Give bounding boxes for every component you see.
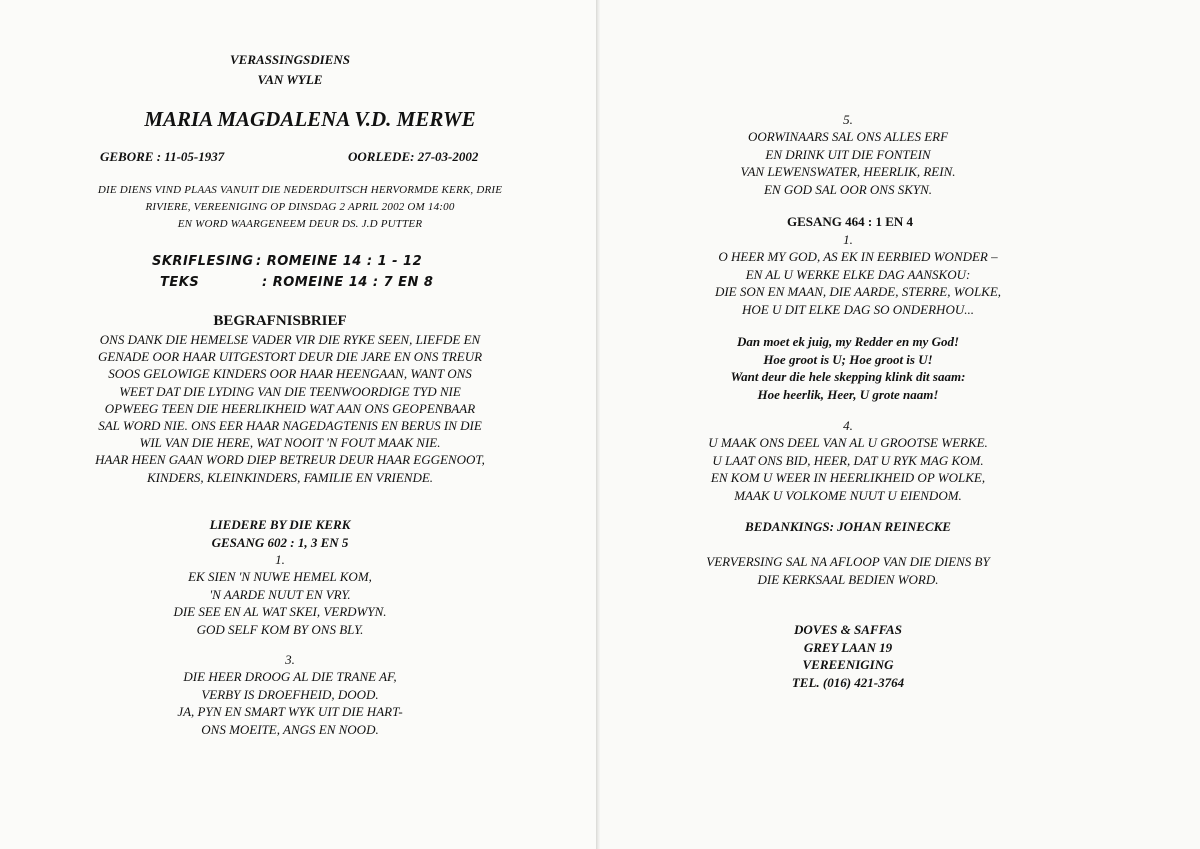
burial-letter-line: ONS DANK DIE HEMELSE VADER VIR DIE RYKE SEEN, LIEFDE EN	[99, 332, 481, 347]
undertaker-line: TEL. (016) 421-3764	[791, 674, 905, 690]
text-value: : ROMEINE 14 : 7 EN 8	[262, 275, 434, 290]
birth-date: GEBORE : 11-05-1937	[100, 149, 225, 164]
burial-letter-title: BEGRAFNISBRIEF	[213, 313, 347, 329]
service-info-line: EN WORD WAARGENEEM DEUR DS. J.D PUTTER	[177, 218, 423, 230]
verse-line: JA, PYN EN SMART WYK UIT DIE HART-	[177, 704, 403, 719]
burial-letter-line: WIL VAN DIE HERE, WAT NOOIT 'N FOUT MAAK NIE.	[139, 435, 441, 451]
verse-line: OORWINAARS SAL ONS ALLES ERF	[747, 129, 949, 144]
deceased-name: MARIA MAGDALENA V.D. MERWE	[144, 107, 476, 131]
hymn-602-verse-5-number: 5.	[843, 112, 853, 127]
undertaker-line: VEREENIGING	[802, 657, 894, 672]
hymn-464-chorus	[668, 333, 1028, 403]
refreshments-line: VERVERSING SAL NA AFLOOP VAN DIE DIENS BY	[706, 554, 990, 569]
verse-line: MAAK U VOLKOME NUUT U EIENDOM.	[734, 487, 962, 503]
hymn-464-title: GESANG 464 : 1 EN 4	[786, 214, 914, 229]
service-info-line: RIVIERE, VEREENIGING OP DINSDAG 2 APRIL 2002 OM 14:00	[145, 201, 455, 213]
verse-line: 'N AARDE NUUT EN VRY.	[209, 586, 351, 602]
hymn-602-verse-5	[668, 128, 1028, 198]
undertaker-line: DOVES & SAFFAS	[794, 622, 902, 637]
burial-letter	[20, 331, 560, 486]
songs-title: LIEDERE BY DIE KERK	[209, 517, 351, 532]
heading-line-1: VERASSINGSDIENS	[230, 52, 350, 67]
hymn-602-verse-1-number: 1.	[275, 552, 285, 567]
hymn-464-verse-1	[648, 248, 1068, 318]
undertaker-details	[748, 621, 948, 691]
verse-line: EN AL U WERKE ELKE DAG AANSKOU:	[745, 266, 971, 282]
acknowledgements: BEDANKINGS: JOHAN REINECKE	[745, 519, 951, 534]
hymn-602-title: GESANG 602 : 1, 3 EN 5	[211, 535, 349, 550]
undertaker-line: GREY LAAN 19	[803, 639, 893, 655]
verse-line: U LAAT ONS BID, HEER, DAT U RYK MAG KOM.	[712, 452, 984, 468]
hymn-602-verse-3-number: 3.	[285, 652, 295, 667]
refreshments-line: DIE KERKSAAL BEDIEN WORD.	[757, 571, 939, 587]
hymn-464-verse-4-number: 4.	[843, 418, 853, 433]
refreshments-note	[648, 553, 1048, 588]
verse-line: HOE U DIT ELKE DAG SO ONDERHOU...	[742, 301, 974, 317]
hymn-464-verse-4	[648, 434, 1048, 504]
right-page	[600, 0, 1200, 849]
chorus-line: Dan moet ek juig, my Redder en my God!	[736, 334, 960, 349]
burial-letter-line: SOOS GELOWIGE KINDERS OOR HAAR HEENGAAN, WANT ONS	[108, 366, 472, 382]
verse-line: O HEER MY GOD, AS EK IN EERBIED WONDER –	[718, 249, 998, 264]
burial-letter-line: KINDERS, KLEINKINDERS, FAMILIE EN VRIENDE.	[146, 469, 434, 485]
burial-letter-line: SAL WORD NIE. ONS EER HAAR NAGEDAGTENIS EN BERUS IN DIE	[98, 418, 482, 434]
verse-line: ONS MOEITE, ANGS EN NOOD.	[201, 721, 379, 737]
heading-line-2: VAN WYLE	[257, 72, 323, 87]
verse-line: U MAAK ONS DEEL VAN AL U GROOTSE WERKE.	[708, 435, 988, 450]
verse-line: VERBY IS DROEFHEID, DOOD.	[201, 686, 379, 702]
verse-line: EN GOD SAL OOR ONS SKYN.	[763, 181, 933, 197]
verse-line: EN DRINK UIT DIE FONTEIN	[765, 146, 931, 162]
text-label: TEKS	[160, 275, 200, 290]
service-info-line: DIE DIENS VIND PLAAS VANUIT DIE NEDERDUITSCH HERVORMDE KERK, DRIE	[97, 184, 503, 196]
verse-line: DIE HEER DROOG AL DIE TRANE AF,	[183, 669, 397, 684]
burial-letter-line: GENADE OOR HAAR UITGESTORT DEUR DIE JARE EN ONS TREUR	[97, 349, 483, 365]
burial-letter-line: WEET DAT DIE LYDING VAN DIE TEENWOORDIGE TYD NIE	[119, 383, 461, 399]
verse-line: VAN LEWENSWATER, HEERLIK, REIN.	[740, 164, 956, 179]
service-info	[40, 182, 560, 233]
verse-line: EN KOM U WEER IN HEERLIKHEID OP WOLKE,	[710, 470, 986, 485]
hymn-464-verse-1-number: 1.	[843, 232, 853, 247]
death-date: OORLEDE: 27-03-2002	[348, 149, 479, 164]
burial-letter-line: OPWEEG TEEN DIE HEERLIKHEID WAT AAN ONS GEOPENBAAR	[104, 400, 476, 416]
chorus-line: Hoe heerlik, Heer, U grote naam!	[757, 386, 939, 402]
reading-label: SKRIFLESING	[152, 254, 254, 269]
verse-line: DIE SON EN MAAN, DIE AARDE, STERRE, WOLKE,	[714, 284, 1002, 299]
verse-line: EK SIEN 'N NUWE HEMEL KOM,	[188, 569, 372, 584]
verse-line: GOD SELF KOM BY ONS BLY.	[196, 621, 364, 637]
verse-line: DIE SEE EN AL WAT SKEI, VERDWYN.	[173, 604, 387, 619]
chorus-line: Want deur die hele skepping klink dit saam:	[730, 369, 966, 384]
hymn-602-verse-1	[100, 568, 460, 638]
hymn-602-verse-3	[100, 668, 480, 738]
chorus-line: Hoe groot is U; Hoe groot is U!	[763, 351, 933, 367]
reading-value: : ROMEINE 14 : 1 - 12	[256, 254, 423, 269]
burial-letter-line: HAAR HEEN GAAN WORD DIEP BETREUR DEUR HAAR EGGENOOT,	[95, 452, 485, 468]
left-page	[0, 0, 596, 849]
